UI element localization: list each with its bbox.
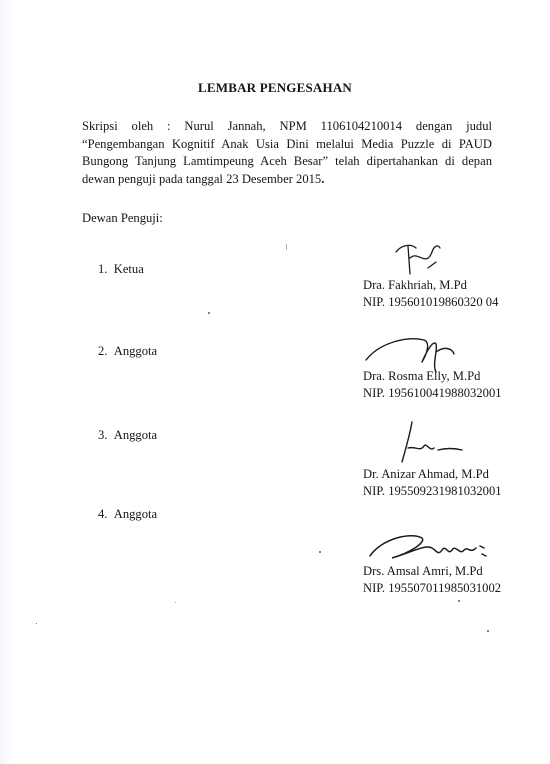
scan-edge-shadow [0,0,14,764]
examiner-3-name: Dr. Anizar Ahmad, M.Pd [363,467,489,481]
approval-paragraph-end: . [321,171,325,186]
examiner-2-role: 2. Anggota [98,344,158,358]
scan-speck [175,602,176,603]
scan-speck [36,623,37,624]
scan-speck [208,312,210,314]
examiner-4-name: Drs. Amsal Amri, M.Pd [363,564,483,578]
examiner-1-name: Dra. Fakhriah, M.Pd [363,278,467,292]
approval-paragraph [82,118,492,188]
examiner-3-role: 3. Anggota [98,428,158,442]
scan-speck [319,551,321,553]
examiner-3-nip: NIP. 195509231981032001 [363,484,502,498]
document-title: LEMBAR PENGESAHAN [198,80,352,95]
scan-speck [286,244,287,250]
examiner-1-role: 1. Ketua [98,262,144,276]
scan-speck [458,600,460,602]
examiner-1-nip: NIP. 195601019860320 04 [363,295,499,309]
examiner-4-role: 4. Anggota [98,507,158,521]
approval-paragraph-text: Skripsi oleh : Nurul Jannah, NPM 1106104210014 dengan judul “Pengembangan Kognitif Anak Usia Dini melalui Media Puzzle di PAUD Bungong Tanjung Lamtimpeung Aceh Besar” telah dipertahankan di depan dewan penguji pada tanggal 23 Desember 2015 [82,119,492,186]
signature-1 [388,238,448,280]
examiner-2-nip: NIP. 195610041988032001 [363,386,502,400]
examiner-2-name: Dra. Rosma Elly, M.Pd [363,369,481,383]
signature-3 [398,418,464,468]
signature-2 [362,334,472,382]
scan-speck [487,630,489,632]
examiner-4-nip: NIP. 195507011985031002 [363,581,502,595]
examiners-label: Dewan Penguji: [82,211,163,225]
signature-4 [352,528,492,570]
